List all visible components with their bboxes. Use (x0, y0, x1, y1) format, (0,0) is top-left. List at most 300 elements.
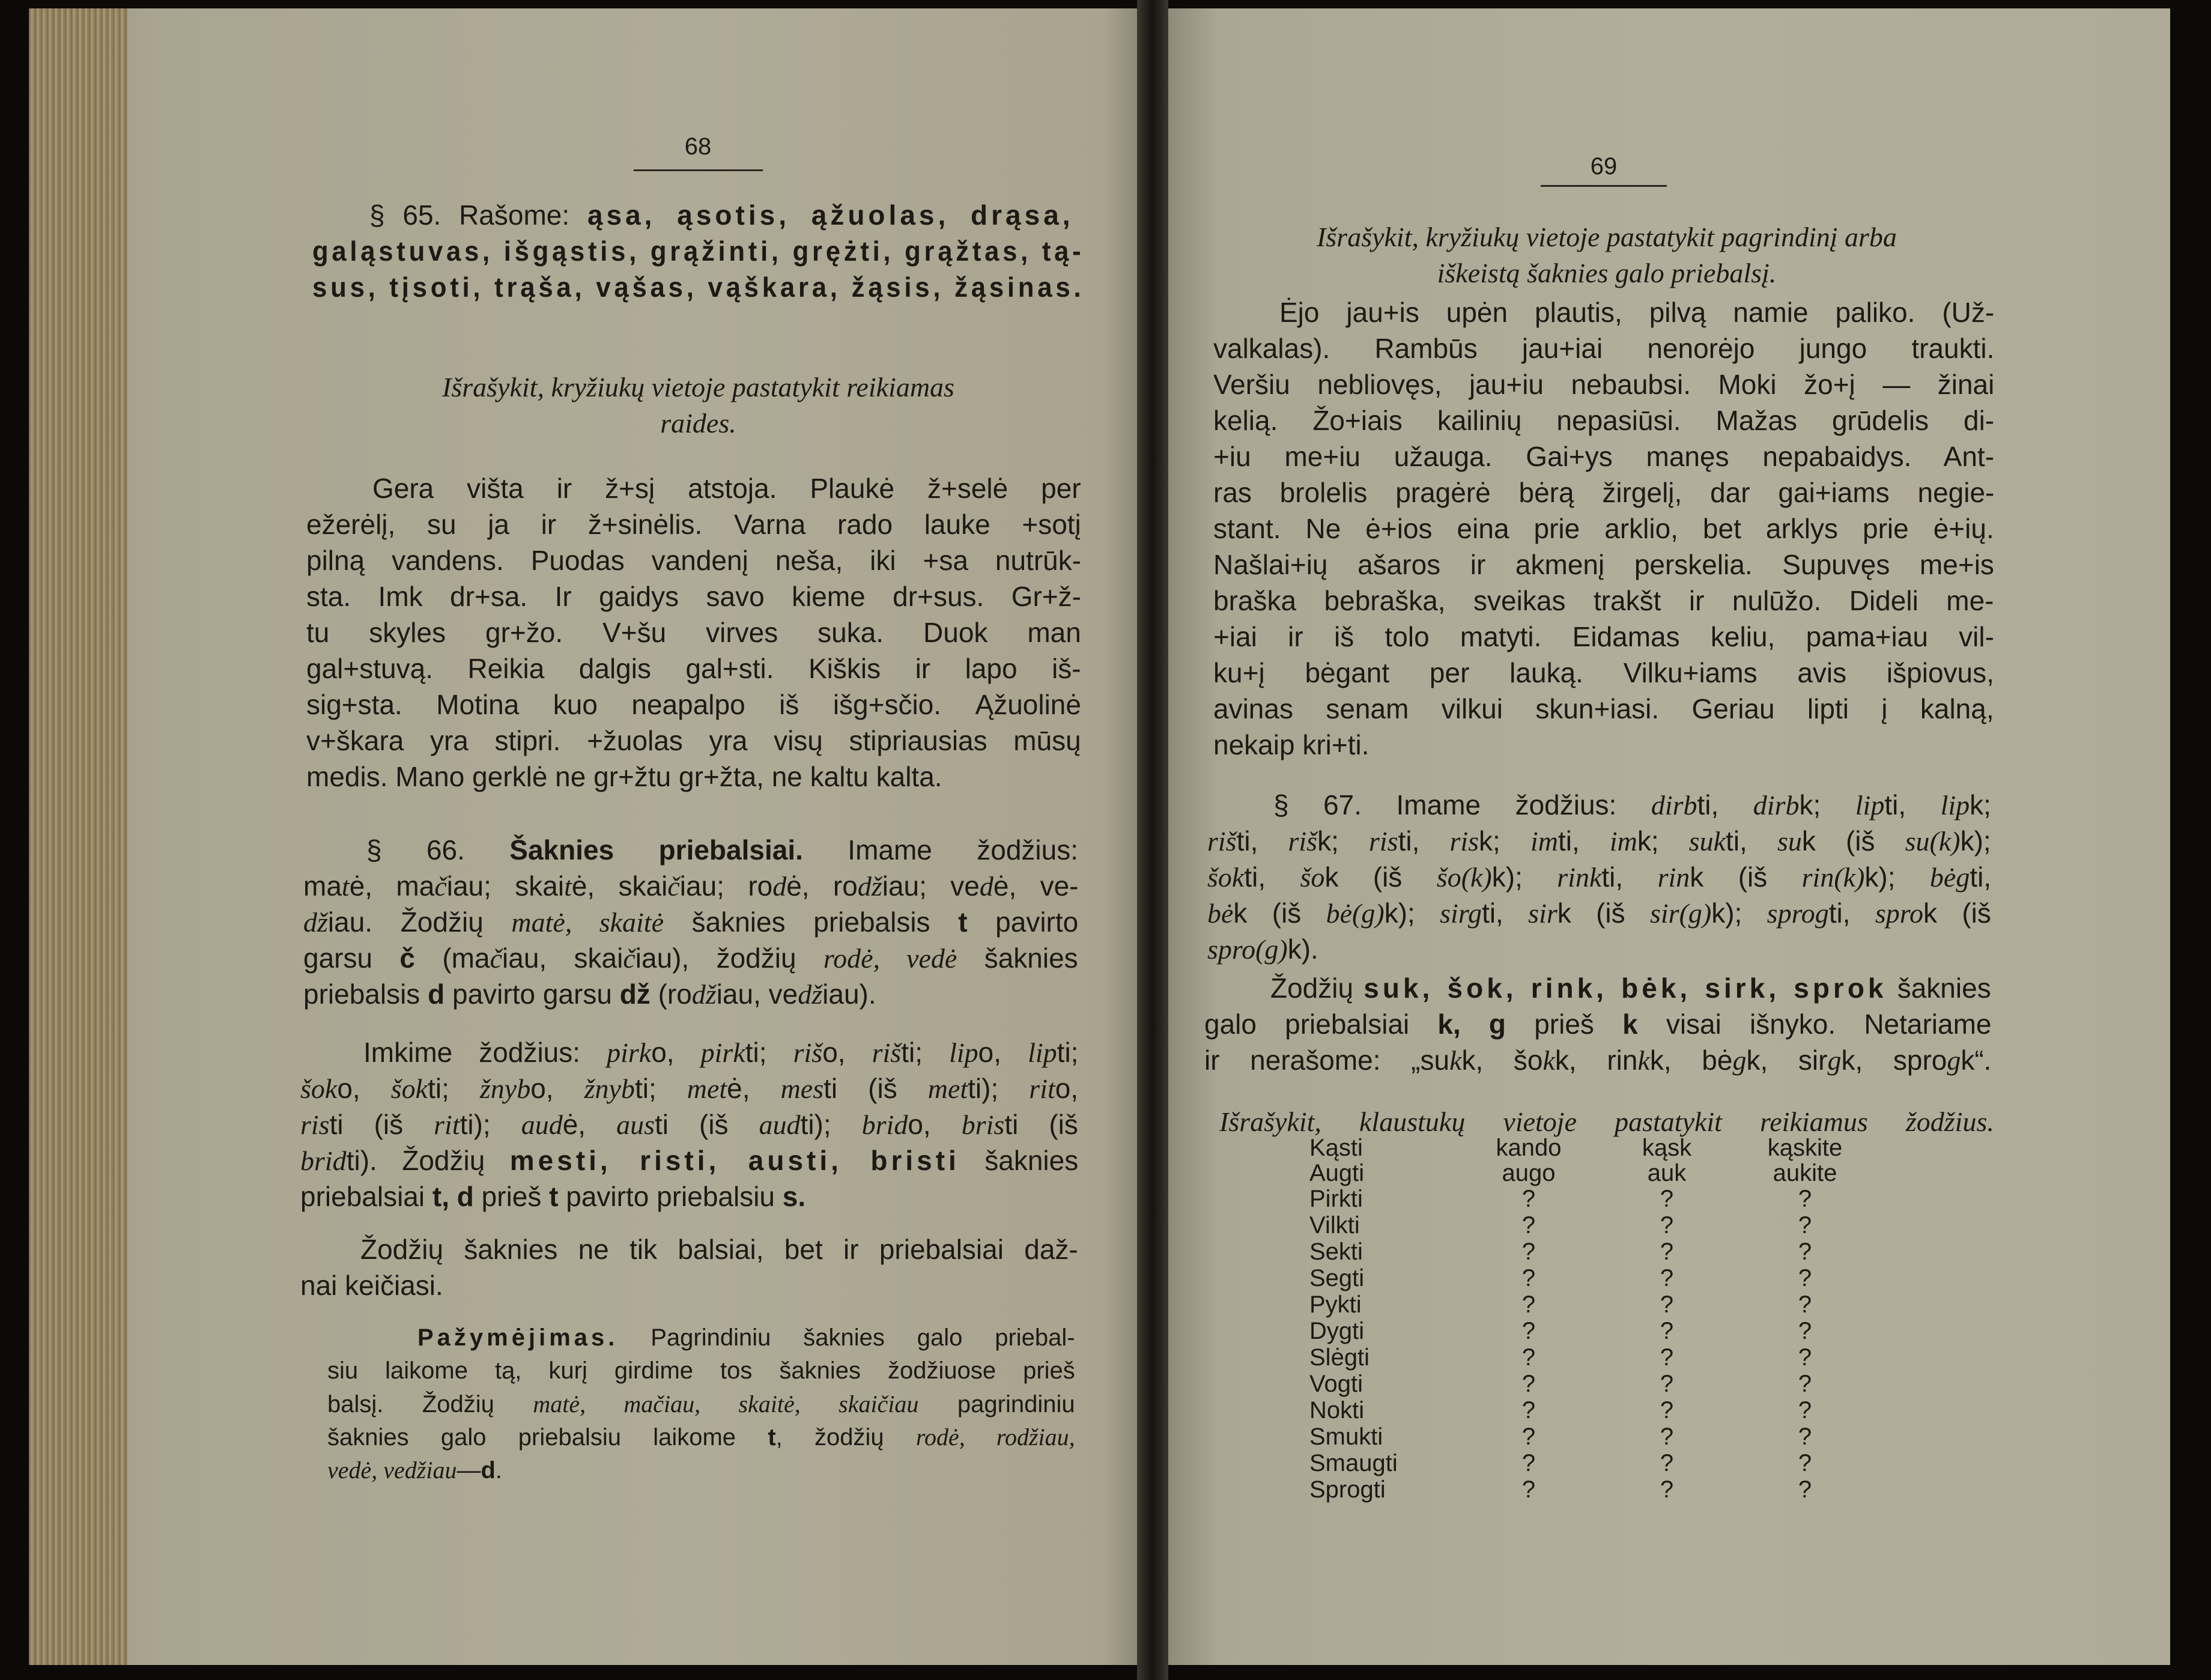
text-run: Žodžių (1270, 972, 1364, 1004)
text-run: o, (651, 1037, 701, 1068)
text-line (1213, 511, 1994, 547)
text-line (1216, 219, 1997, 255)
text-run: k (iš (1557, 897, 1650, 929)
text-run: § 66. (366, 834, 510, 866)
text-line (300, 1070, 1078, 1106)
italic-text: su (1777, 826, 1802, 857)
page-number-left: 68 (684, 133, 712, 160)
table-row (1309, 1424, 1874, 1450)
text-line (1204, 970, 1991, 1006)
text-run: ė, ve- (993, 870, 1079, 902)
italic-text: rodė, vedė (823, 943, 957, 974)
text-line (300, 1142, 1078, 1178)
answer-cell: ? (1521, 1239, 1536, 1265)
text-run: raides. (660, 408, 736, 438)
text-run: o, (337, 1073, 391, 1104)
italic-text: pirk (700, 1037, 745, 1068)
text-line (1204, 1006, 1991, 1042)
text-run: iau; ro (679, 870, 773, 902)
answer-cell: ? (1798, 1371, 1812, 1397)
text-line (312, 197, 1084, 233)
text-line (1213, 583, 1994, 619)
text-line (306, 506, 1081, 542)
italic-text: met (687, 1073, 727, 1104)
text-run: nai keičiasi. (300, 1270, 443, 1301)
text-line (312, 269, 1085, 305)
text-run: v+škara yra stipri. +žuolas yra visų stipriausias mūsų (306, 725, 1081, 756)
paragraph-zodziu-saknies (300, 1231, 1078, 1303)
answer-cell: ? (1660, 1265, 1674, 1291)
italic-text: bris (961, 1109, 1005, 1140)
text-line (306, 614, 1081, 650)
verb-cell: Vogti (1309, 1371, 1363, 1397)
text-run: ras brolelis pragėrė bėrą žirgelį, dar gai+iams negie- (1213, 477, 1995, 508)
italic-text: sprog (1767, 898, 1829, 929)
text-run: § 65. Rašome: (369, 199, 587, 231)
text-run: iau). (822, 978, 876, 1010)
bold-text: k (1622, 1008, 1638, 1040)
text-line (1213, 727, 1994, 763)
text-run: sta. Imk dr+sa. Ir gaidys savo kieme dr+sus. Gr+ž- (306, 581, 1081, 612)
text-run: pavirto (967, 906, 1079, 938)
italic-text: dž (691, 979, 717, 1010)
answer-cell: ? (1521, 1212, 1536, 1239)
bold-text: d (481, 1457, 496, 1484)
text-run: iau), žodžių (635, 942, 823, 974)
text-line (306, 542, 1081, 578)
italic-text: d (772, 871, 787, 902)
italic-text: rink (1557, 862, 1602, 893)
italic-text: su(k) (1905, 826, 1961, 857)
italic-text: brid (300, 1145, 347, 1176)
text-run: Gera višta ir ž+sį atstoja. Plaukė ž+selė per (372, 473, 1081, 504)
text-line (1213, 655, 1994, 691)
text-line (312, 233, 1085, 269)
italic-text: bėg (1929, 862, 1970, 893)
answer-cell: ? (1521, 1265, 1536, 1291)
text-run: ti, (1244, 861, 1300, 893)
text-run: k (iš (1324, 861, 1437, 893)
text-run: Žodžių šaknies ne tik balsiai, bet ir priebalsiai daž- (360, 1234, 1078, 1265)
text-run: +iai ir iš tolo matyti. Eidamas keliu, pama+iau vil- (1213, 621, 1994, 652)
text-run: ti (iš (655, 1109, 759, 1140)
answer-cell: ? (1660, 1344, 1674, 1371)
answer-cell: ? (1521, 1450, 1536, 1476)
text-run: kelią. Žo+iais kailinių nepasiūsi. Mažas grūdelis di- (1213, 405, 1995, 436)
text-run: k, šo (1461, 1045, 1543, 1076)
italic-text: rodė, rodžiau, (915, 1424, 1075, 1451)
text-run: k); (1864, 861, 1930, 893)
text-run: Imkime žodžius: (363, 1037, 607, 1068)
text-run: ti, (1398, 825, 1450, 857)
text-run: ti; (1057, 1037, 1079, 1068)
answer-cell: ? (1521, 1291, 1536, 1318)
italic-text: k (1449, 1045, 1462, 1076)
text-run: ti (iš (823, 1073, 928, 1104)
text-run: k; (1637, 825, 1689, 857)
text-run: ti, (1601, 861, 1658, 893)
text-run: ti, (1828, 897, 1875, 929)
italic-text: matė, mačiau, skaitė, skaičiau (533, 1390, 919, 1418)
table-row (1309, 1476, 1874, 1503)
text-run: k (iš (1233, 897, 1326, 929)
text-run: nekaip kri+ti. (1213, 729, 1369, 760)
italic-text: brid (861, 1109, 908, 1140)
italic-text: g (1947, 1045, 1961, 1076)
text-run: — (456, 1457, 481, 1484)
text-run: Imame žodžius: (802, 834, 1078, 866)
text-run: k; (1317, 825, 1369, 857)
text-run: ti, (1697, 789, 1753, 820)
text-run: galo priebalsiai (1204, 1008, 1438, 1040)
text-line (327, 1421, 1075, 1454)
answer-cell: auk (1647, 1160, 1687, 1186)
italic-text: rit (1029, 1073, 1055, 1104)
italic-text: g (1732, 1045, 1747, 1076)
text-run: šaknies (957, 942, 1078, 974)
exercise-instruction (1216, 219, 1997, 291)
text-line (300, 1231, 1078, 1267)
text-run: ti (iš (329, 1109, 434, 1140)
italic-text: č (667, 871, 680, 902)
text-line (300, 1267, 1078, 1303)
italic-text: lip (1855, 790, 1885, 820)
italic-text: lip (1028, 1037, 1057, 1068)
text-run: k); (1384, 897, 1440, 929)
text-run: šaknies galo priebalsiu laikome (327, 1424, 768, 1451)
table-row (1309, 1186, 1874, 1212)
text-run: ti; (901, 1037, 950, 1068)
text-run: k, rin (1554, 1045, 1638, 1076)
text-line (312, 405, 1084, 441)
text-run: +iu me+iu užauga. Gai+ys manęs nepabaidys. Ant- (1213, 441, 1995, 472)
answer-cell: augo (1502, 1160, 1556, 1186)
italic-text: met (927, 1073, 968, 1104)
italic-text: riš (1207, 826, 1237, 857)
book-spine (1137, 0, 1168, 1680)
spaced-text: mesti, risti, austi, bristi (509, 1145, 960, 1176)
italic-text: riš (793, 1037, 823, 1068)
text-run: braška bebraška, sveikas trakšt ir nulūžo. Dideli me- (1213, 585, 1994, 616)
text-line (306, 687, 1081, 723)
answer-cell: ? (1521, 1371, 1536, 1397)
table-row (1309, 1450, 1874, 1476)
bold-text: s. (782, 1181, 806, 1212)
verb-cell: Sprogti (1309, 1476, 1386, 1503)
spaced-text: suk, šok, rink, bėk, sirk, sprok (1363, 972, 1887, 1004)
text-run: stant. Ne ė+ios eina prie arklio, bet arklys prie ė+ių. (1213, 513, 1994, 544)
text-line (1213, 438, 1994, 475)
text-run: ti); (800, 1109, 862, 1140)
text-line (1213, 691, 1994, 727)
text-line (1213, 619, 1994, 655)
answer-cell: ? (1521, 1424, 1536, 1450)
page-number-right: 69 (1590, 153, 1618, 180)
table-row (1309, 1135, 1874, 1160)
text-line (300, 1178, 1078, 1215)
text-line (300, 1106, 1078, 1142)
answer-cell: ? (1521, 1186, 1536, 1212)
text-run: ė, ma (349, 870, 435, 902)
answer-cell: ? (1660, 1397, 1674, 1424)
text-line (312, 369, 1084, 405)
italic-text: žnyb (479, 1073, 531, 1104)
bold-text: d (428, 978, 445, 1010)
answer-cell: ? (1660, 1291, 1674, 1318)
bold-text: t (768, 1424, 776, 1451)
table-row (1309, 1212, 1874, 1239)
italic-text: č (490, 943, 503, 974)
bold-text: dž (619, 978, 651, 1010)
italic-text: g (1827, 1045, 1842, 1076)
italic-text: aud (521, 1109, 563, 1140)
spaced-text: galąstuvas, išgąstis, grąžinti, grężti, grąžtas, tą- (312, 235, 1085, 267)
italic-text: šok (390, 1073, 428, 1104)
text-line (1213, 547, 1994, 583)
italic-text: dž (798, 979, 823, 1010)
text-run: ti, (1557, 825, 1610, 857)
text-run: k (iš (1801, 825, 1905, 857)
text-run: ti; (634, 1073, 687, 1104)
italic-text: č (434, 871, 447, 902)
answer-cell: ? (1521, 1318, 1536, 1344)
answer-cell: ? (1798, 1344, 1812, 1371)
section-66 (303, 832, 1078, 1012)
verb-cell: Augti (1309, 1160, 1365, 1186)
text-run: pavirto garsu (444, 978, 620, 1010)
italic-text: dirb (1651, 790, 1697, 820)
text-line (1216, 255, 1997, 291)
text-run: k, spro (1841, 1045, 1947, 1076)
text-line (1207, 787, 1991, 823)
text-run: Ėjo jau+is upėn plautis, pilvą namie paliko. (Už- (1279, 297, 1995, 328)
italic-text: č (623, 943, 635, 974)
italic-text: rin (1657, 862, 1690, 893)
text-run: Išrašykit, kryžiukų vietoje pastatykit pagrindinį arba (1317, 222, 1897, 252)
text-line (327, 1454, 1075, 1487)
answer-cell: ? (1798, 1424, 1812, 1450)
text-run: ė, ro (786, 870, 858, 902)
text-line (300, 1034, 1078, 1070)
answer-cell: ? (1521, 1397, 1536, 1424)
italic-text: šo (1300, 862, 1325, 893)
text-run: šaknies (1887, 972, 1991, 1004)
text-run: ti); (459, 1109, 521, 1140)
text-run: k); (1960, 825, 1991, 857)
text-line (306, 578, 1081, 614)
section-65 (312, 197, 1084, 305)
italic-text: šok (300, 1073, 338, 1104)
italic-text: sir(g) (1649, 898, 1712, 929)
spaced-text: Pažymėjimas. (417, 1324, 619, 1351)
answer-cell: ? (1660, 1424, 1674, 1450)
italic-text: dž (303, 907, 328, 938)
italic-text: sir (1528, 898, 1557, 929)
text-run: o, (822, 1037, 872, 1068)
text-line (306, 723, 1081, 759)
text-line (306, 759, 1081, 795)
gilded-page-edge (29, 8, 128, 1665)
answer-cell: kąskite (1767, 1135, 1843, 1161)
text-run: Našlai+ių ašaros ir akmenį perskelia. Supuvęs me+is (1213, 549, 1994, 580)
verb-cell: Pykti (1309, 1291, 1362, 1318)
note-pazymejimas (327, 1321, 1075, 1487)
text-line (1207, 931, 1991, 967)
text-run: valkalas). Rambūs jau+iai nenorėjo jungo traukti. (1213, 333, 1995, 364)
italic-text: šo(k) (1436, 862, 1492, 893)
text-run: ti, (1482, 897, 1529, 929)
table-row (1309, 1291, 1874, 1318)
italic-text: lip (1940, 790, 1970, 820)
text-run: o, (978, 1037, 1028, 1068)
bold-text: t, d (432, 1181, 474, 1212)
answer-cell: kando (1496, 1135, 1562, 1161)
text-run: ti; (428, 1073, 480, 1104)
italic-text: bė(g) (1326, 898, 1385, 929)
verb-cell: Pirkti (1309, 1186, 1363, 1212)
italic-text: aud (759, 1109, 801, 1140)
text-run: Išrašykit, klaustukų vietoje pastatykit reikiamus žodžius. (1219, 1106, 1994, 1137)
answer-cell: ? (1798, 1476, 1812, 1503)
text-line (1204, 1042, 1991, 1078)
text-run: pagrindiniu (918, 1391, 1075, 1418)
text-run: ti). Žodžių (346, 1145, 510, 1176)
text-run: k); (1491, 861, 1557, 893)
text-line (306, 470, 1081, 506)
text-run: ti, (1726, 825, 1777, 857)
italic-text: dž (857, 871, 882, 902)
italic-text: dirb (1753, 790, 1800, 820)
italic-text: žnyb (584, 1073, 635, 1104)
text-run: iau. Žodžių (327, 906, 512, 938)
text-run: ti, (1884, 789, 1941, 820)
verb-cell: Segti (1309, 1265, 1365, 1291)
text-run: (ma (415, 942, 490, 974)
table-row (1309, 1160, 1874, 1186)
text-run: iau; skai (446, 870, 565, 902)
text-line (1207, 859, 1991, 895)
exercise-text (1213, 294, 1994, 763)
text-run: sig+sta. Motina kuo neapalpo iš išg+sčio. Ąžuolinė (306, 689, 1081, 720)
table-row (1309, 1318, 1874, 1344)
text-run: ė, (727, 1073, 781, 1104)
text-run: k); (1711, 897, 1767, 929)
text-run: k, bė (1649, 1045, 1733, 1076)
italic-text: ris (1449, 826, 1479, 857)
italic-text: lip (949, 1037, 978, 1068)
page-number-rule (634, 169, 763, 171)
text-run: siu laikome tą, kurį girdime tos šaknies žodžiuose prieš (327, 1357, 1075, 1384)
text-run: ti (iš (1004, 1109, 1078, 1140)
italic-text: riš (1288, 826, 1318, 857)
text-run: , žodžių (775, 1424, 916, 1451)
answer-cell: ? (1798, 1450, 1812, 1476)
italic-text: im (1530, 826, 1558, 857)
text-run: ti, (1236, 825, 1288, 857)
bold-text: t (549, 1181, 559, 1212)
answer-cell: kąsk (1642, 1135, 1692, 1161)
text-run: visai išnyko. Netariame (1637, 1008, 1992, 1040)
exercise-instruction (312, 369, 1084, 441)
text-run: priebalsiai (300, 1181, 432, 1212)
text-run: iau, ve (716, 978, 798, 1010)
exercise-table (1309, 1135, 1874, 1503)
text-run: Veršiu nebliovęs, jau+iu nebaubsi. Moki žo+į — žinai (1213, 369, 1995, 400)
text-run: medis. Mano gerklė ne gr+žtu gr+žta, ne kaltu kalta. (306, 761, 942, 792)
bold-text: k, g (1437, 1008, 1506, 1040)
text-run: k). (1287, 933, 1318, 965)
text-run: prieš (1506, 1008, 1623, 1040)
text-run: Išrašykit, kryžiukų vietoje pastatykit reikiamas (442, 372, 954, 402)
text-line (303, 904, 1078, 940)
text-run: ti, (1970, 861, 1992, 893)
italic-text: šok (1207, 862, 1245, 893)
text-run: iau; ve (882, 870, 980, 902)
italic-text: riš (872, 1037, 902, 1068)
table-row (1309, 1265, 1874, 1291)
verb-cell: Nokti (1309, 1397, 1365, 1424)
text-run: ė, skai (571, 870, 668, 902)
text-run: ku+į bėgant per lauką. Vilku+iams avis išpiovus, (1213, 657, 1994, 688)
answer-cell: ? (1798, 1186, 1812, 1212)
paragraph-zodziu-suk (1204, 970, 1991, 1078)
text-line (303, 976, 1078, 1012)
answer-cell: ? (1798, 1291, 1812, 1318)
text-run: ma (303, 870, 342, 902)
italic-text: k (1542, 1045, 1555, 1076)
text-line (303, 940, 1078, 976)
italic-text: mes (780, 1073, 824, 1104)
italic-text: spro (1875, 898, 1924, 929)
text-line (1213, 366, 1994, 402)
text-run: k, sir (1746, 1045, 1828, 1076)
text-line (1213, 475, 1994, 511)
text-run: iškeistą šaknies galo priebalsį. (1437, 258, 1777, 288)
verb-cell: Smaugti (1309, 1450, 1398, 1476)
answer-cell: ? (1660, 1212, 1674, 1239)
text-run: iau, skai (502, 942, 623, 974)
text-run: (ro (650, 978, 692, 1010)
italic-text: sirg (1440, 898, 1482, 929)
text-run: Pagrindiniu šaknies galo priebal- (618, 1324, 1075, 1351)
answer-cell: aukite (1773, 1160, 1837, 1186)
text-line (1213, 294, 1994, 330)
italic-text: k (1637, 1045, 1650, 1076)
text-run: ė, (562, 1109, 617, 1140)
text-run: ežerėlį, su ja ir ž+sinėlis. Varna rado lauke +sotį (306, 509, 1081, 540)
italic-text: ris (300, 1109, 330, 1140)
text-run: k; (1799, 789, 1855, 820)
text-line (1213, 330, 1994, 366)
text-line (327, 1321, 1075, 1354)
answer-cell: ? (1521, 1344, 1536, 1371)
italic-text: rin(k) (1801, 862, 1865, 893)
answer-cell: ? (1798, 1265, 1812, 1291)
answer-cell: ? (1660, 1239, 1674, 1265)
exercise-text (306, 470, 1081, 795)
page-number-rule (1541, 185, 1667, 187)
text-run: k; (1970, 789, 1991, 820)
answer-cell: ? (1798, 1397, 1812, 1424)
text-line (327, 1387, 1075, 1421)
text-run: pilną vandens. Puodas vandenį neša, iki +sa nutrūk- (306, 545, 1082, 576)
bold-text: Šaknies priebalsiai. (509, 834, 803, 866)
italic-text: pirk (607, 1037, 652, 1068)
verb-cell: Dygti (1309, 1318, 1365, 1344)
table-row (1309, 1239, 1874, 1265)
italic-text: vedė, vedžiau (327, 1457, 457, 1484)
italic-text: aus (616, 1109, 655, 1140)
